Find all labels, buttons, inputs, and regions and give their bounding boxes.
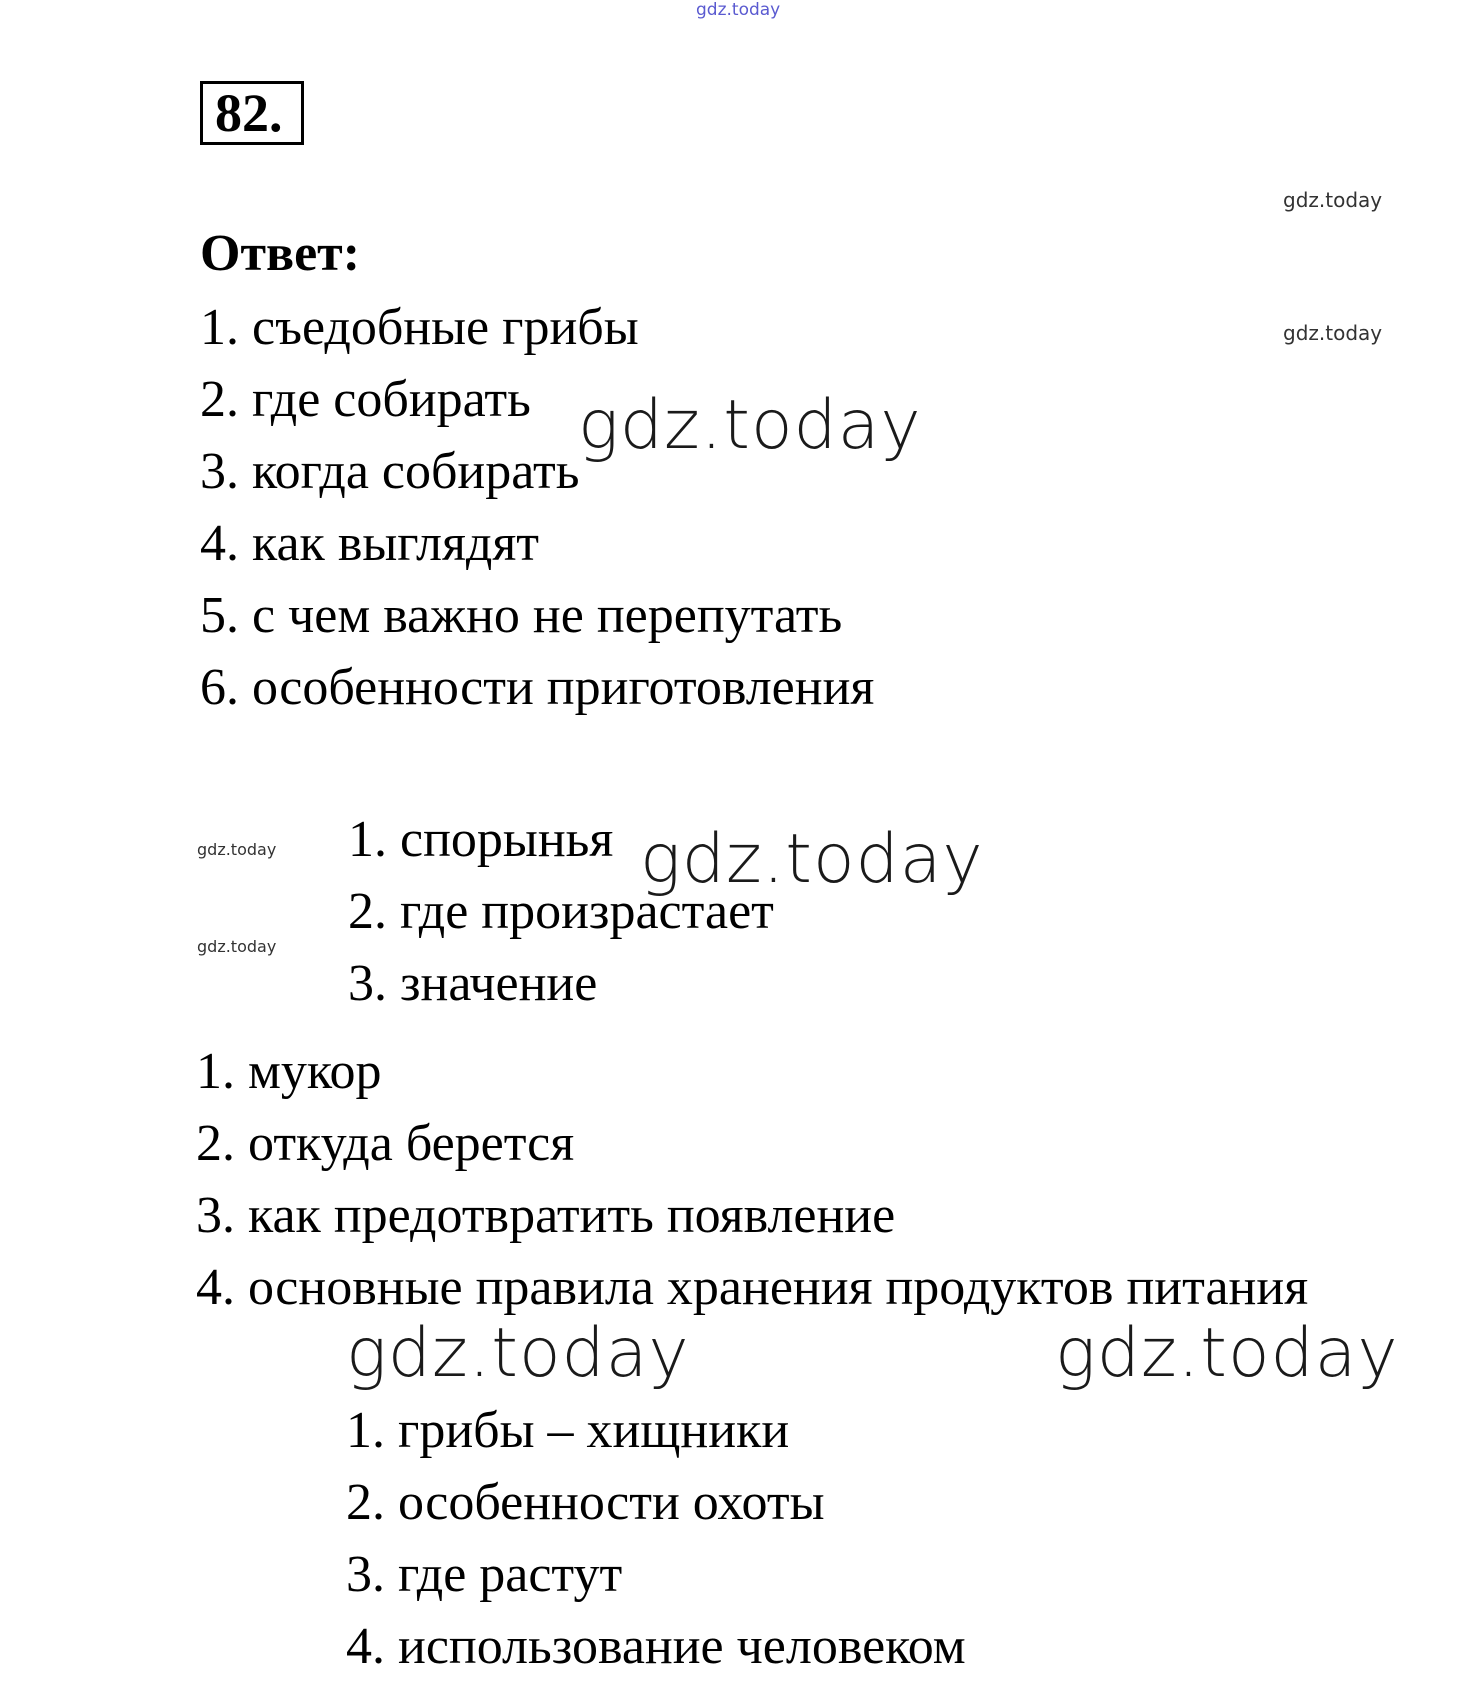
watermark-top: gdz.today	[696, 0, 781, 20]
watermark-tiny: gdz.today	[197, 937, 277, 956]
predator-mushrooms-list	[346, 1395, 966, 1683]
list-item: 2. где собирать	[200, 371, 531, 428]
list-item: 4. как выглядят	[200, 515, 539, 572]
list-item: 2. где произрастает	[348, 883, 774, 940]
list-item: 6. особенности приготовления	[200, 659, 875, 716]
list-item: 3. значение	[348, 955, 598, 1012]
answer-title: Ответ:	[200, 225, 361, 282]
mucor-list	[196, 1036, 1308, 1324]
list-item: 1. спорынья	[348, 811, 614, 868]
list-item: 4. основные правила хранения продуктов питания	[196, 1259, 1309, 1316]
watermark-big: gdz.today	[1055, 1314, 1399, 1393]
task-number: 82.	[200, 81, 304, 145]
watermark-small: gdz.today	[1283, 321, 1383, 345]
watermark-big: gdz.today	[578, 386, 922, 465]
list-item: 4. использование человеком	[346, 1618, 966, 1675]
list-item: 3. где растут	[346, 1546, 623, 1603]
list-item: 2. особенности охоты	[346, 1474, 825, 1531]
list-item: 5. с чем важно не перепутать	[200, 587, 843, 644]
watermark-big: gdz.today	[346, 1314, 690, 1393]
watermark-tiny: gdz.today	[197, 840, 277, 859]
list-item: 1. съедобные грибы	[200, 299, 639, 356]
watermark-small: gdz.today	[1283, 188, 1383, 212]
list-item: 1. грибы – хищники	[346, 1402, 790, 1459]
watermark-big: gdz.today	[640, 820, 984, 899]
list-item: 1. мукор	[196, 1043, 382, 1100]
list-item: 3. как предотвратить появление	[196, 1187, 896, 1244]
list-item: 3. когда собирать	[200, 443, 580, 500]
edible-mushrooms-list	[200, 292, 874, 724]
list-item: 2. откуда берется	[196, 1115, 575, 1172]
